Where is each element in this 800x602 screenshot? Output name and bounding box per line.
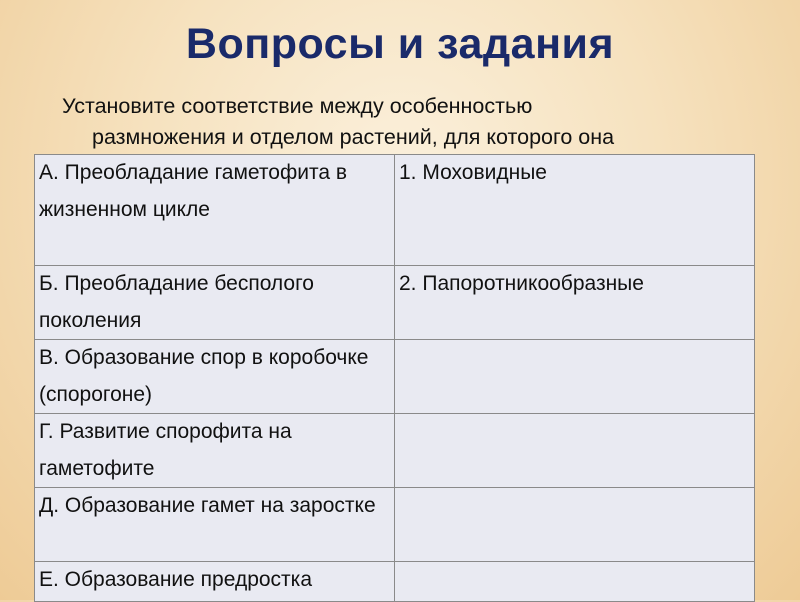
division-cell: 1. Моховидные [395,155,755,266]
feature-cell: Г. Развитие спорофита на гаметофите [35,414,395,488]
instruction-line-2: размножения и отделом растений, для которого она [92,125,615,149]
table-row [35,155,755,266]
feature-cell: Б. Преобладание бесполого поколения [35,266,395,340]
table-row [35,266,755,340]
table-row [35,562,755,602]
division-cell [395,340,755,414]
instruction-line-1: Установите соответствие между особенностью [62,94,533,118]
table-row [35,488,755,562]
instruction-text [62,91,762,153]
table-row [35,414,755,488]
table-row [35,340,755,414]
matching-table [34,154,755,602]
feature-cell: Д. Образование гамет на заростке [35,488,395,562]
division-cell [395,414,755,488]
feature-cell: А. Преобладание гаметофита в жизненном цикле [35,155,395,266]
division-cell: 2. Папоротникообразные [395,266,755,340]
division-cell [395,562,755,602]
feature-cell: В. Образование спор в коробочке (спорогоне) [35,340,395,414]
feature-cell: Е. Образование предростка [35,562,395,602]
division-cell [395,488,755,562]
slide-title: Вопросы и задания [185,20,615,68]
